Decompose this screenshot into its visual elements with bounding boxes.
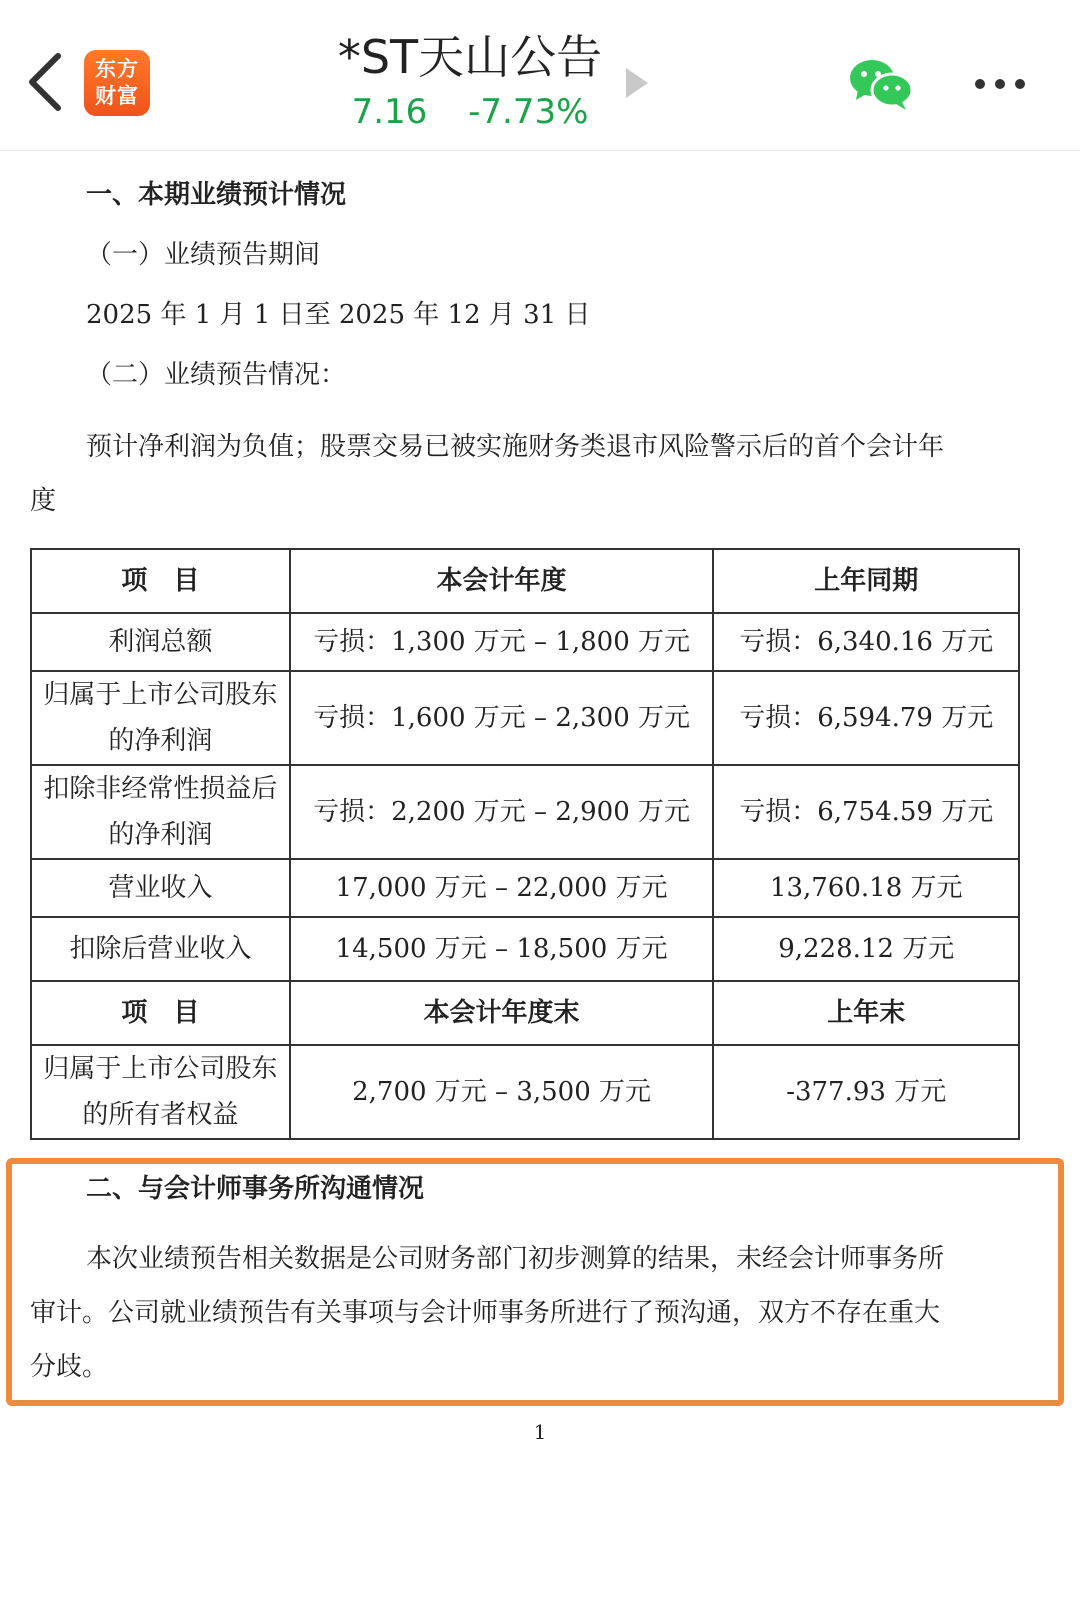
table-header-cell: 本会计年度 xyxy=(290,549,714,613)
table-cell: 9,228.12 万元 xyxy=(713,917,1019,981)
table-cell: 亏损：6,594.79 万元 xyxy=(713,671,1019,765)
back-chevron-icon[interactable] xyxy=(24,50,68,114)
section1-title: 一、本期业绩预计情况 xyxy=(86,180,347,210)
table-cell: 利润总额 xyxy=(31,613,290,671)
quote-line xyxy=(300,90,640,134)
price-change: -7.73% xyxy=(468,92,589,132)
table-row xyxy=(31,765,1019,859)
forecast-period: 2025 年 1 月 1 日至 2025 年 12 月 31 日 xyxy=(86,300,591,330)
page-number: 1 xyxy=(533,1420,547,1444)
table-cell: 扣除非经常性损益后的净利润 xyxy=(31,765,290,859)
logo-text-line1: 东方 xyxy=(95,57,139,81)
table-cell: 17,000 万元 – 22,000 万元 xyxy=(290,859,714,917)
table-row xyxy=(31,859,1019,917)
table-cell: 亏损：2,200 万元 – 2,900 万元 xyxy=(290,765,714,859)
table-row xyxy=(31,1045,1019,1139)
section2-text-line1: 本次业绩预告相关数据是公司财务部门初步测算的结果，未经会计师事务所 xyxy=(86,1244,945,1274)
table-header-cell: 上年同期 xyxy=(713,549,1019,613)
section2-text-line3: 分歧。 xyxy=(30,1352,109,1382)
table-cell: 归属于上市公司股东的净利润 xyxy=(31,671,290,765)
more-dots-icon[interactable] xyxy=(972,72,1028,96)
table-cell: 2,700 万元 – 3,500 万元 xyxy=(290,1045,714,1139)
forecast-text-line2: 度 xyxy=(30,486,57,516)
table-header-row xyxy=(31,549,1019,613)
table-cell: 亏损：1,300 万元 – 1,800 万元 xyxy=(290,613,714,671)
table-row xyxy=(31,613,1019,671)
table-cell: 亏损：6,340.16 万元 xyxy=(713,613,1019,671)
table-cell: -377.93 万元 xyxy=(713,1045,1019,1139)
stock-title-block[interactable] xyxy=(300,28,640,134)
section2-title: 二、与会计师事务所沟通情况 xyxy=(86,1174,425,1204)
stock-title: *ST天山公告 xyxy=(337,30,603,84)
table-cell: 归属于上市公司股东的所有者权益 xyxy=(31,1045,290,1139)
subsection1-title: （一）业绩预告期间 xyxy=(86,240,321,270)
table-row xyxy=(31,671,1019,765)
play-arrow-icon[interactable] xyxy=(626,68,648,98)
stock-price: 7.16 xyxy=(351,92,428,132)
table-cell: 营业收入 xyxy=(31,859,290,917)
table-cell: 亏损：1,600 万元 – 2,300 万元 xyxy=(290,671,714,765)
table-cell: 扣除后营业收入 xyxy=(31,917,290,981)
table-header-cell: 本会计年度末 xyxy=(290,981,714,1045)
table-header-row xyxy=(31,981,1019,1045)
table-header-cell: 上年末 xyxy=(713,981,1019,1045)
forecast-text-line1: 预计净利润为负值；股票交易已被实施财务类退市风险警示后的首个会计年 xyxy=(86,432,945,462)
table-cell: 14,500 万元 – 18,500 万元 xyxy=(290,917,714,981)
table-header-cell: 项 目 xyxy=(31,981,290,1045)
table-header-cell: 项 目 xyxy=(31,549,290,613)
table-row xyxy=(31,917,1019,981)
top-bar xyxy=(0,0,1080,151)
table-cell: 亏损：6,754.59 万元 xyxy=(713,765,1019,859)
table-cell: 13,760.18 万元 xyxy=(713,859,1019,917)
app-logo[interactable] xyxy=(84,50,150,116)
section2-text-line2: 审计。公司就业绩预告有关事项与会计师事务所进行了预沟通，双方不存在重大 xyxy=(30,1298,941,1328)
subsection2-title: （二）业绩预告情况： xyxy=(86,360,347,390)
wechat-share-icon[interactable] xyxy=(848,56,914,112)
logo-text-line2: 财富 xyxy=(95,84,139,108)
performance-forecast-table xyxy=(30,548,1020,1140)
